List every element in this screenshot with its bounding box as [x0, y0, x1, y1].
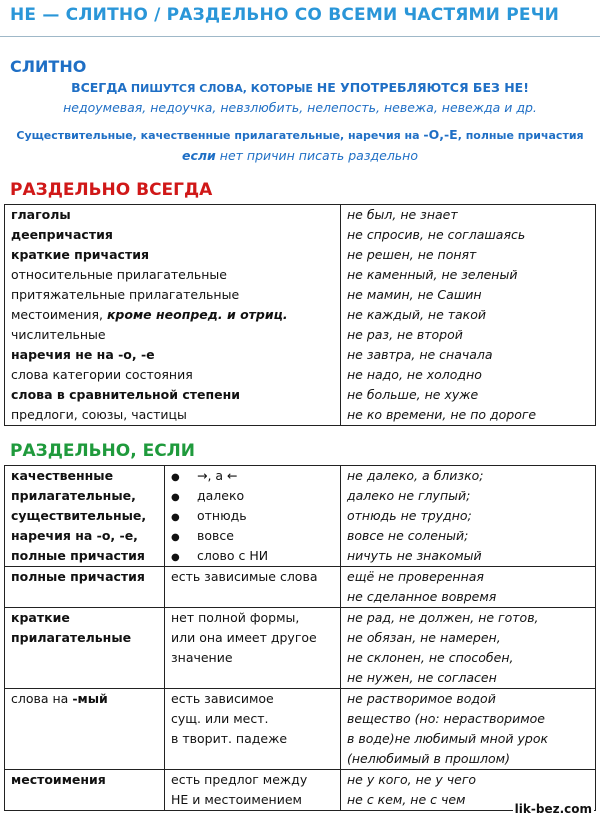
table-row	[5, 245, 596, 265]
part-of-speech-cell	[5, 325, 341, 345]
example-cell: не каменный, не зеленый	[341, 265, 596, 285]
example-line: не склонен, не способен,	[347, 650, 514, 665]
condition-text: есть зависимые слова	[171, 569, 318, 584]
example-cell: не решен, не понят	[341, 245, 596, 265]
condition-text: сущ. или мест.	[171, 711, 269, 726]
example-line: вещество (но: нерастворимое	[347, 711, 545, 726]
bullet-icon: ●	[171, 532, 180, 543]
rule3-if: если	[182, 148, 216, 163]
table-row	[5, 466, 596, 567]
table-row	[5, 770, 596, 811]
part-of-speech-label: предлоги, союзы, частицы	[11, 407, 187, 422]
example-line: не с кем, не с чем	[347, 792, 466, 807]
condition-text: отнюдь	[197, 508, 247, 523]
rule1-middle: ПИШУТСЯ СЛОВА, КОТОРЫЕ	[127, 82, 317, 95]
condition-line	[171, 486, 340, 506]
part-of-speech-line	[11, 689, 164, 709]
example-line: вовсе не соленый;	[347, 528, 469, 543]
condition-line	[171, 628, 340, 648]
part-of-speech-line: прилагательные	[11, 630, 132, 645]
example-line: далеко не глупый;	[347, 488, 471, 503]
example-line: в воде)не любимый мной урок	[347, 731, 549, 746]
example-cell: не надо, не холодно	[341, 365, 596, 385]
bullet-icon: ●	[171, 552, 180, 563]
part-of-speech-cell	[5, 385, 341, 405]
condition-line	[171, 709, 340, 729]
rule2-text: Существительные, качественные прилагательные, наречия на	[16, 129, 424, 142]
part-of-speech-cell	[5, 285, 341, 305]
condition-text: НЕ и местоимением	[171, 792, 302, 807]
condition-text: →, а ←	[197, 468, 238, 483]
part-of-speech-exception: кроме неопред. и отриц.	[106, 307, 288, 322]
bullet-icon: ●	[171, 492, 180, 503]
example-cell: не ко времени, не по дороге	[341, 405, 596, 426]
table-row	[5, 365, 596, 385]
part-of-speech-line: существительные,	[11, 508, 147, 523]
part-of-speech-label: числительные	[11, 327, 106, 342]
part-of-speech-cell	[5, 365, 341, 385]
together-rule-3	[0, 148, 600, 163]
condition-line	[171, 770, 340, 790]
condition-line	[171, 608, 340, 628]
example-line: не рад, не должен, не готов,	[347, 610, 539, 625]
example-cell	[341, 466, 596, 567]
condition-line	[171, 729, 340, 749]
part-of-speech-cell	[5, 608, 165, 689]
section-heading-together: СЛИТНО	[10, 57, 87, 76]
condition-text: или она имеет другое	[171, 630, 317, 645]
table-row	[5, 265, 596, 285]
condition-line	[171, 506, 340, 526]
example-cell: не каждый, не такой	[341, 305, 596, 325]
part-of-speech-line: местоимения	[11, 772, 106, 787]
part-of-speech-text: слова на	[11, 691, 73, 706]
apart-if-table	[4, 465, 596, 811]
example-line: ничуть не знакомый	[347, 548, 482, 563]
condition-text: значение	[171, 650, 233, 665]
table-row	[5, 285, 596, 305]
condition-cell	[165, 608, 341, 689]
part-of-speech-suffix: -мый	[72, 691, 108, 706]
example-cell	[341, 689, 596, 770]
table-row	[5, 385, 596, 405]
together-examples: недоумевая, недоучка, невзлюбить, нелепость, невежа, невежда и др.	[63, 100, 537, 115]
condition-line	[171, 790, 340, 810]
condition-cell	[165, 466, 341, 567]
example-line: не растворимое водой	[347, 691, 496, 706]
condition-text: нет полной формы,	[171, 610, 300, 625]
part-of-speech-label: притяжательные прилагательные	[11, 287, 240, 302]
page-title: НЕ — СЛИТНО / РАЗДЕЛЬНО СО ВСЕМИ ЧАСТЯМИ РЕЧИ	[10, 5, 560, 25]
rule2-endings: -О,-Е	[423, 127, 458, 142]
part-of-speech-cell	[5, 225, 341, 245]
example-line: не нужен, не согласен	[347, 670, 497, 685]
example-line: не далеко, а близко;	[347, 468, 484, 483]
example-cell: не мамин, не Сашин	[341, 285, 596, 305]
part-of-speech-line: прилагательные,	[11, 488, 136, 503]
example-line: (нелюбимый в прошлом)	[347, 751, 510, 766]
part-of-speech-cell	[5, 567, 165, 608]
part-of-speech-line: краткие	[11, 610, 70, 625]
table-row	[5, 405, 596, 426]
part-of-speech-label: наречия не на -о, -е	[11, 347, 155, 362]
example-line: отнюдь не трудно;	[347, 508, 472, 523]
example-cell: не больше, не хуже	[341, 385, 596, 405]
part-of-speech-label: слова в сравнительной степени	[11, 387, 240, 402]
part-of-speech-cell	[5, 689, 165, 770]
bullet-icon: ●	[171, 472, 180, 483]
table-row	[5, 225, 596, 245]
together-rule-2	[0, 127, 600, 142]
example-line: не у кого, не у чего	[347, 772, 477, 787]
part-of-speech-line: полные причастия	[11, 548, 145, 563]
condition-line	[171, 526, 340, 546]
condition-text: в творит. падеже	[171, 731, 288, 746]
rule2-tail: , полные причастия	[457, 129, 584, 142]
part-of-speech-cell	[5, 405, 341, 426]
condition-text: есть предлог между	[171, 772, 308, 787]
part-of-speech-line: качественные	[11, 468, 114, 483]
part-of-speech-label: относительные прилагательные	[11, 267, 227, 282]
part-of-speech-cell	[5, 305, 341, 325]
section-heading-always-apart: РАЗДЕЛЬНО ВСЕГДА	[10, 180, 213, 200]
title-divider	[0, 36, 600, 37]
always-apart-table	[4, 204, 596, 426]
condition-cell	[165, 689, 341, 770]
part-of-speech-cell	[5, 345, 341, 365]
example-cell: не раз, не второй	[341, 325, 596, 345]
rule3-tail: нет причин писать раздельно	[215, 148, 418, 163]
example-line: ещё не проверенная	[347, 569, 484, 584]
part-of-speech-cell	[5, 245, 341, 265]
part-of-speech-cell	[5, 265, 341, 285]
rule1-emphasis: НЕ УПОТРЕБЛЯЮТСЯ БЕЗ НЕ!	[316, 80, 529, 95]
bullet-icon: ●	[171, 512, 180, 523]
example-cell: не был, не знает	[341, 205, 596, 226]
table-row	[5, 689, 596, 770]
section-heading-apart-if: РАЗДЕЛЬНО, ЕСЛИ	[10, 441, 196, 461]
example-line: не обязан, не намерен,	[347, 630, 501, 645]
title-bar	[0, 0, 600, 34]
watermark: lik-bez.com	[514, 802, 592, 816]
table-row	[5, 205, 596, 226]
table-row	[5, 325, 596, 345]
condition-text: есть зависимое	[171, 691, 274, 706]
rule1-always: ВСЕГДА	[71, 80, 128, 95]
example-cell	[341, 608, 596, 689]
part-of-speech-line: полные причастия	[11, 569, 145, 584]
part-of-speech-label: глаголы	[11, 207, 71, 222]
condition-cell	[165, 567, 341, 608]
example-cell: не спросив, не соглашаясь	[341, 225, 596, 245]
example-cell	[341, 567, 596, 608]
condition-line	[171, 567, 340, 587]
part-of-speech-label: местоимения,	[11, 307, 107, 322]
part-of-speech-label: деепричастия	[11, 227, 113, 242]
condition-text: слово с НИ	[197, 548, 269, 563]
part-of-speech-cell	[5, 205, 341, 226]
part-of-speech-cell	[5, 466, 165, 567]
part-of-speech-label: слова категории состояния	[11, 367, 193, 382]
condition-cell	[165, 770, 341, 811]
condition-line	[171, 546, 340, 566]
part-of-speech-cell	[5, 770, 165, 811]
condition-text: вовсе	[197, 528, 234, 543]
condition-line	[171, 648, 340, 668]
part-of-speech-label: краткие причастия	[11, 247, 149, 262]
table-row	[5, 567, 596, 608]
condition-line	[171, 689, 340, 709]
together-rule-1	[0, 80, 600, 95]
table-row	[5, 608, 596, 689]
example-cell: не завтра, не сначала	[341, 345, 596, 365]
table-row	[5, 345, 596, 365]
example-line: не сделанное вовремя	[347, 589, 497, 604]
part-of-speech-line: наречия на -о, -е,	[11, 528, 138, 543]
table-row	[5, 305, 596, 325]
condition-text: далеко	[197, 488, 245, 503]
condition-line	[171, 466, 340, 486]
